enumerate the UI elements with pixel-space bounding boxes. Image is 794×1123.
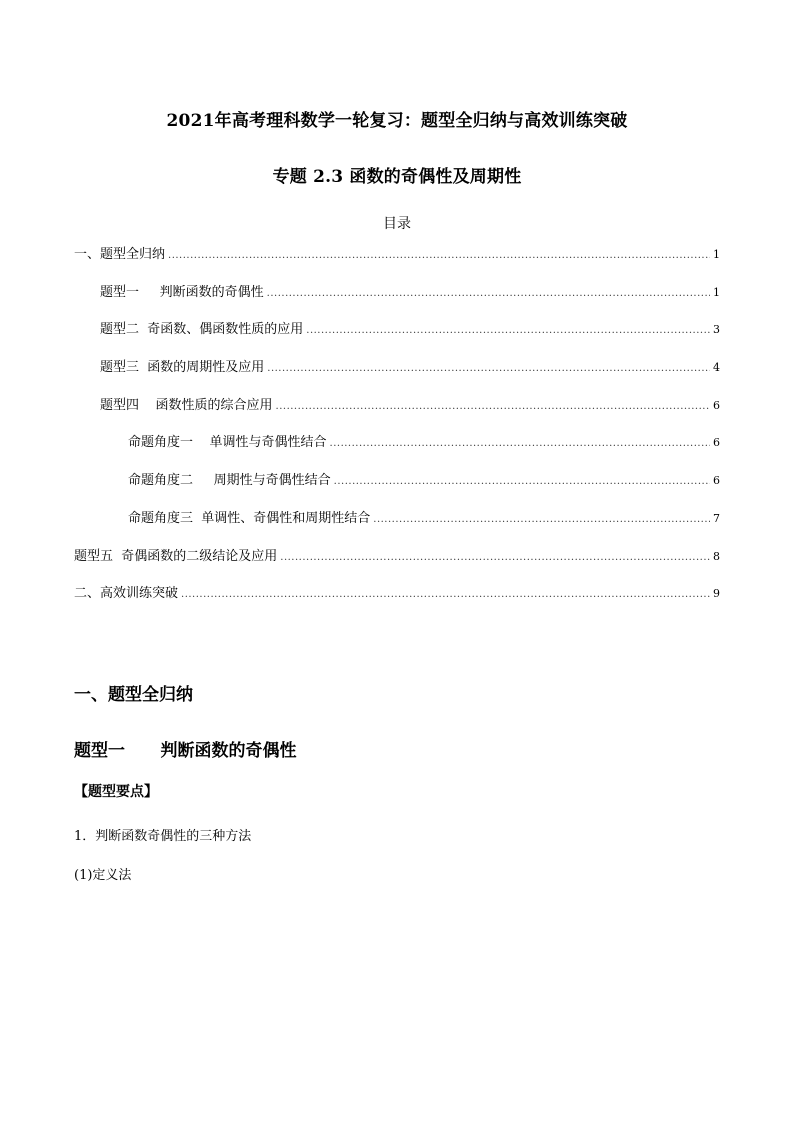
toc-leader-dots: [168, 250, 710, 261]
toc-leader-dots: [330, 438, 710, 449]
toc-entry-label: 题型五 奇偶函数的二级结论及应用: [74, 549, 278, 564]
document-subtitle: 专题 2.3 函数的奇偶性及周期性: [272, 167, 522, 187]
toc-entry-page: 7: [713, 512, 720, 525]
toc-entry-label: 题型二 奇函数、偶函数性质的应用: [100, 322, 304, 337]
toc-leader-dots: [267, 288, 710, 299]
toc-entry-page: 6: [713, 436, 720, 449]
toc-heading: 目录: [383, 216, 411, 232]
toc-entry-page: 1: [713, 286, 720, 299]
paragraph-point-1: 1．判断函数奇偶性的三种方法: [74, 829, 252, 844]
toc-entry[interactable]: [128, 469, 720, 488]
toc-entry[interactable]: [128, 507, 720, 526]
toc-leader-dots: [334, 476, 710, 487]
toc-entry[interactable]: [100, 318, 720, 337]
toc-entry[interactable]: [74, 582, 720, 601]
toc-entry-page: 6: [713, 399, 720, 412]
toc-entry-label: 二、高效训练突破: [74, 586, 179, 601]
key-points-label: 【题型要点】: [74, 784, 158, 800]
question-type-heading: 题型一 判断函数的奇偶性: [74, 741, 297, 761]
toc-entry-label: 一、题型全归纳: [74, 247, 166, 262]
toc-leader-dots: [276, 401, 710, 412]
toc-entry-page: 6: [713, 474, 720, 487]
toc-entry[interactable]: [100, 281, 720, 300]
toc-entry-page: 3: [713, 323, 720, 336]
toc-entry[interactable]: [100, 356, 720, 375]
toc-entry-page: 9: [713, 587, 720, 600]
toc-entry[interactable]: [74, 243, 720, 262]
toc-leader-dots: [280, 552, 710, 563]
toc-entry-page: 1: [713, 248, 720, 261]
section-heading: 一、题型全归纳: [74, 685, 193, 705]
toc-entry-label: 题型三 函数的周期性及应用: [100, 360, 265, 375]
toc-leader-dots: [373, 514, 710, 525]
toc-entry-label: 命题角度二 周期性与奇偶性结合: [128, 473, 331, 488]
toc-entry-page: 8: [713, 550, 720, 563]
toc-entry[interactable]: [74, 545, 720, 564]
toc-leader-dots: [306, 325, 710, 336]
toc-entry-label: 题型四 函数性质的综合应用: [100, 398, 273, 413]
toc-leader-dots: [181, 589, 710, 600]
paragraph-method-1: (1)定义法: [74, 868, 132, 883]
toc-entry-page: 4: [713, 361, 720, 374]
toc-entry-label: 题型一 判断函数的奇偶性: [100, 285, 264, 300]
toc-entry-label: 命题角度三 单调性、奇偶性和周期性结合: [128, 511, 371, 526]
toc-entry[interactable]: [100, 394, 720, 413]
toc-entry-label: 命题角度一 单调性与奇偶性结合: [128, 435, 327, 450]
toc-entry[interactable]: [128, 431, 720, 450]
document-title: 2021年高考理科数学一轮复习：题型全归纳与高效训练突破: [166, 111, 628, 131]
toc-leader-dots: [267, 363, 710, 374]
